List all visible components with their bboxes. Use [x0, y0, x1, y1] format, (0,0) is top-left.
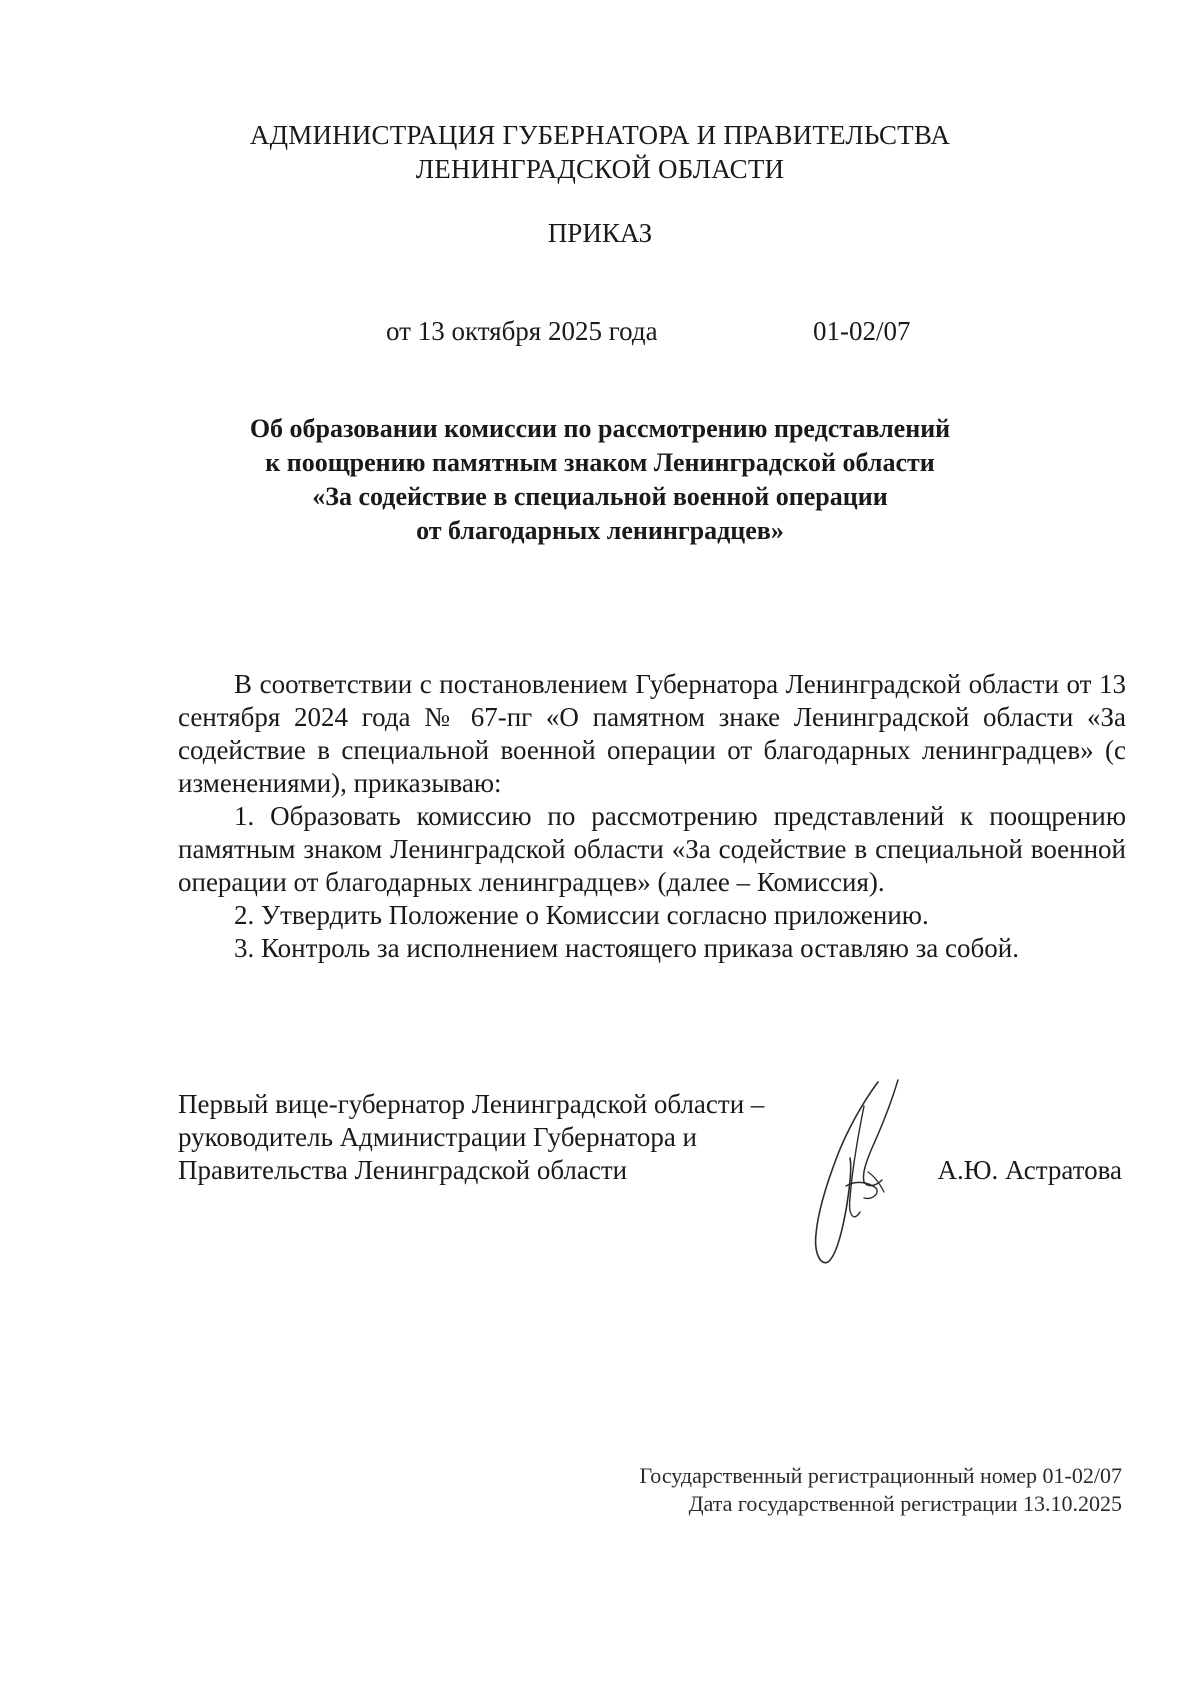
organization-name-line2: ЛЕНИНГРАДСКОЙ ОБЛАСТИ: [415, 154, 785, 184]
organization-name-line1: АДМИНИСТРАЦИЯ ГУБЕРНАТОРА И ПРАВИТЕЛЬСТВА: [249, 120, 951, 150]
registration-number: Государственный регистрационный номер 01-02/07: [639, 1463, 1122, 1488]
signer-name: А.Ю. Астратова: [937, 1155, 1122, 1185]
signer-title-line: Первый вице-губернатор Ленинградской области –: [178, 1089, 765, 1119]
handwritten-signature: [806, 1076, 936, 1272]
order-item: 1. Образовать комиссию по рассмотрению представлений к поощрению памятным знаком Ленинградской области «За содействие в специальной военной операции от благодарных ленинградцев» (далее – Комиссия).: [178, 801, 1126, 897]
registration-info: [640, 1462, 1123, 1518]
document-title: [0, 412, 1200, 548]
order-item: 3. Контроль за исполнением настоящего приказа оставляю за собой.: [234, 933, 1019, 963]
document-date: от 13 октября 2025 года: [386, 316, 658, 346]
intro-paragraph: В соответствии с постановлением Губернатора Ленинградской области от 13 сентября 2024 года № 67-пг «О памятном знаке Ленинградской области «За содействие в специальной военной операции от благодарных ленинградцев» (с изменениями), приказываю:: [178, 669, 1126, 798]
signer-title-line: руководитель Администрации Губернатора и: [178, 1122, 697, 1152]
title-line: от благодарных ленинградцев»: [416, 516, 784, 545]
title-line: Об образовании комиссии по рассмотрению представлений: [249, 414, 951, 443]
document-type: ПРИКАЗ: [547, 218, 653, 248]
document-body: [178, 668, 1126, 965]
document-number: 01-02/07: [813, 316, 911, 346]
registration-date: Дата государственной регистрации 13.10.2025: [688, 1491, 1122, 1516]
order-item: 2. Утвердить Положение о Комиссии согласно приложению.: [234, 900, 929, 930]
signer-title-line: Правительства Ленинградской области: [178, 1155, 628, 1185]
organization-header: [0, 118, 1200, 186]
signature-block: [178, 1088, 1126, 1187]
title-line: к поощрению памятным знаком Ленинградской области: [265, 448, 935, 477]
title-line: «За содействие в специальной военной операции: [312, 482, 888, 511]
